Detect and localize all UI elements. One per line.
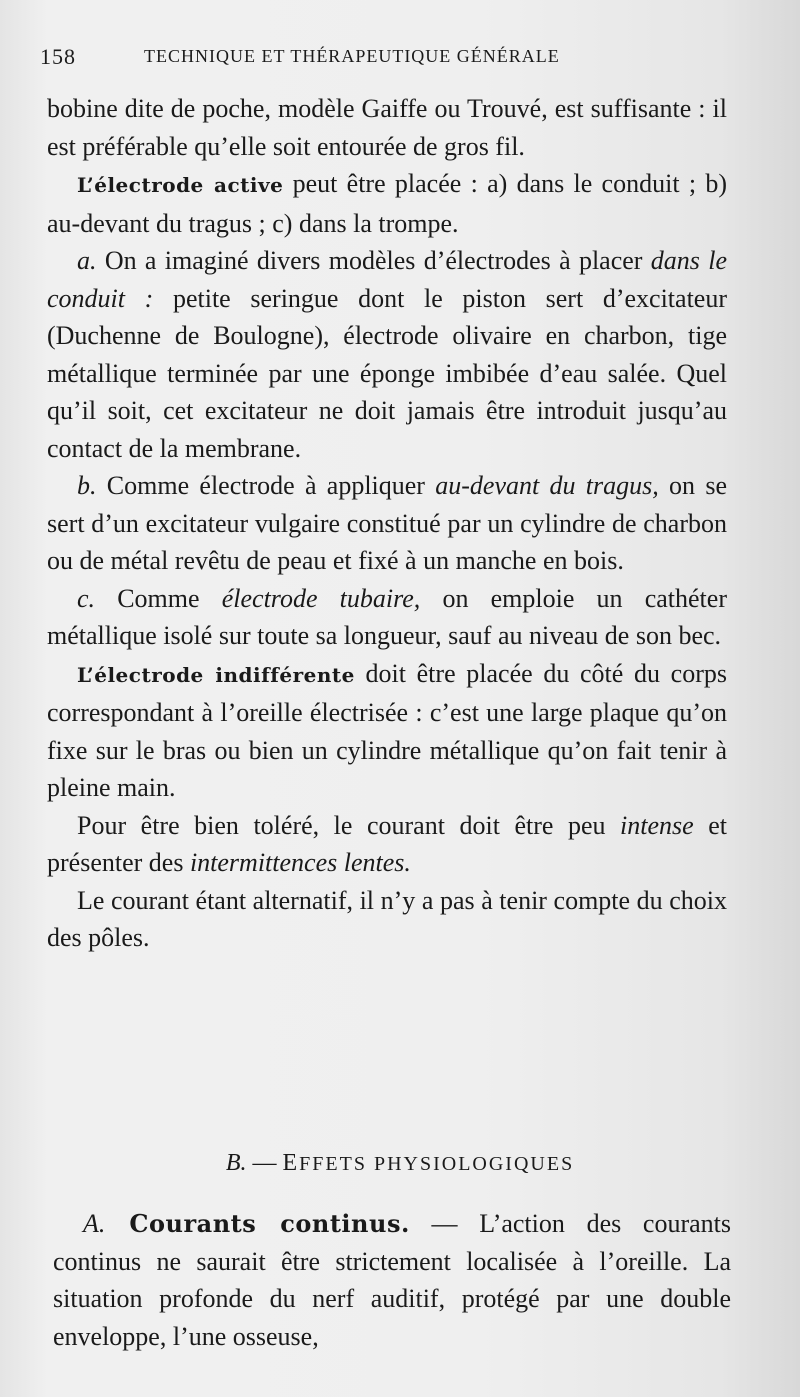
paragraph-7-text-b: et présenter des: [47, 810, 727, 877]
running-title: TECHNIQUE ET THÉRAPEUTIQUE GÉNÉRALE: [144, 46, 560, 66]
paragraph-5-text-b: on emploie un cathéter métallique isolé sur toute sa longueur, sauf au niveau de son bec.: [47, 583, 727, 650]
section-title: EFFETS PHYSIOLOGIQUES: [282, 1150, 575, 1176]
paragraph-2-text: peut être placée : a) dans le conduit ; b) au-devant du tragus ; c) dans la trompe.: [47, 169, 727, 238]
paragraph-4: [47, 467, 727, 580]
paragraph-7-text-a: Pour être bien toléré, le courant doit être peu: [77, 810, 621, 840]
section-heading: [0, 1150, 800, 1177]
paragraph-6-text: doit être placée du côté du corps correspondant à l’oreille électrisée : c’est une large plaque qu’on fixe sur le bras ou bien un cylindre métallique qu’on fait tenir à pleine main.: [47, 658, 727, 802]
section-dash: —: [246, 1150, 283, 1176]
section-label: B.: [225, 1150, 247, 1176]
paragraph-7-italic-2: intermittences lentes.: [189, 848, 411, 877]
paragraph-7-italic-1: intense: [620, 810, 694, 840]
term-indifferent-electrode: L’électrode indifférente: [77, 662, 355, 687]
paragraph-7: [47, 807, 727, 882]
paragraph-4-text-a: Comme électrode à appliquer: [96, 471, 436, 500]
paragraph-5: [47, 580, 727, 655]
paragraph-9-text: — L’action des courants continus ne saurait être strictement localisée à l’oreille. La situation profonde du nerf auditif, protégé par une double enveloppe, l’une osseuse,: [53, 1209, 731, 1351]
paragraph-3-text-a: On a imaginé divers modèles d’électrodes à placer: [96, 246, 651, 275]
paragraph-4-italic: au-devant du tragus,: [435, 471, 659, 500]
item-label-c: c.: [77, 583, 96, 613]
main-text: [47, 90, 727, 957]
paragraph-3-text-b: petite seringue dont le piston sert d’excitateur (Duchenne de Boulogne), électrode olivaire en charbon, tige métallique terminée par une éponge imbibée d’eau salée. Quel qu’il soit, cet excitateur ne doit jamais être introduit jusqu’au contact de la membrane.: [47, 283, 727, 463]
paragraph-8: Le courant étant alternatif, il n’y a pas à tenir compte du choix des pôles.: [47, 885, 727, 952]
item-label-b: b.: [77, 471, 97, 500]
paragraph-5-italic: électrode tubaire,: [221, 583, 421, 613]
paragraph-3-italic: dans le conduit :: [47, 246, 727, 313]
paragraph-2: [47, 165, 727, 242]
subsection-title: Courants continus.: [105, 1209, 410, 1238]
section-text: [53, 1205, 731, 1355]
term-active-electrode: L’électrode active: [77, 173, 284, 197]
paragraph-1: bobine dite de poche, modèle Gaiffe ou Trouvé, est suffisante : il est préférable qu’elle soit entourée de gros fil.: [47, 94, 727, 161]
paragraph-6: [47, 655, 727, 807]
paragraph-5-text-a: Comme: [95, 583, 222, 613]
item-label-a: a.: [77, 246, 97, 275]
paragraph-4-text-b: on se sert d’un excitateur vulgaire constitué par un cylindre de charbon ou de métal revêtu de peau et fixé à un manche en bois.: [47, 471, 727, 575]
running-head: [40, 44, 740, 74]
page-number: 158: [40, 44, 76, 69]
paragraph-3: [47, 242, 727, 467]
subsection-label: A.: [83, 1209, 106, 1238]
paragraph-9: [53, 1205, 731, 1355]
